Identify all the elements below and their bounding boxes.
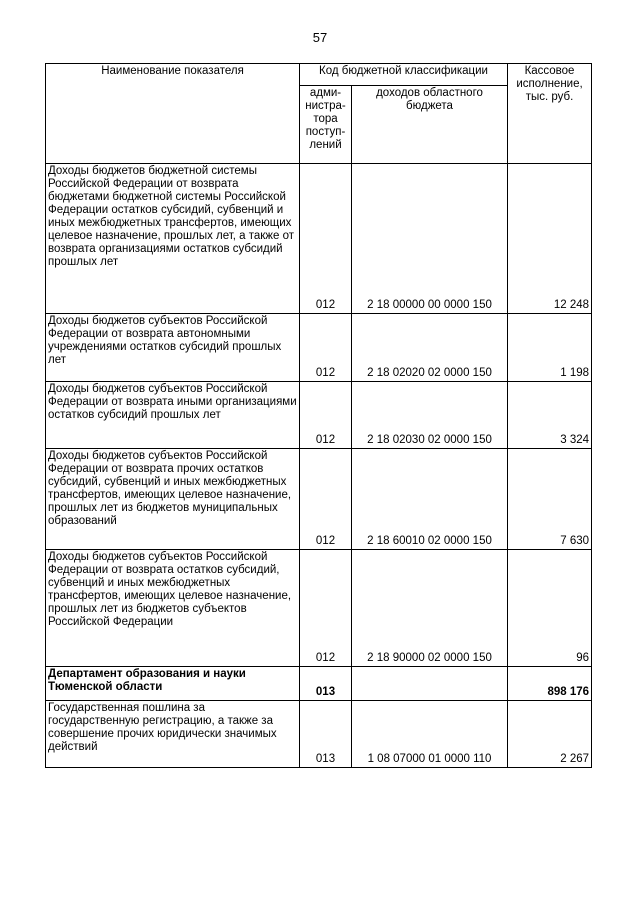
row-admin-code: 012 bbox=[300, 314, 352, 382]
row-amount: 1 198 bbox=[508, 314, 592, 382]
table-row bbox=[46, 701, 592, 768]
table-row bbox=[46, 550, 592, 667]
table-row bbox=[46, 449, 592, 550]
row-amount: 3 324 bbox=[508, 382, 592, 449]
table-row-department bbox=[46, 667, 592, 701]
row-amount: 96 bbox=[508, 550, 592, 667]
row-admin-code: 013 bbox=[300, 667, 352, 701]
header-amount-column: Кассовое исполнение, тыс. руб. bbox=[508, 64, 592, 164]
row-income-code: 2 18 90000 02 0000 150 bbox=[352, 550, 508, 667]
row-name: Доходы бюджетов субъектов Российской Федерации от возврата прочих остатков субсидий, субвенций и иных межбюджетных трансфертов, имеющих целевое назначение, прошлых лет из бюджетов муниципальных образований bbox=[46, 449, 300, 550]
row-income-code: 2 18 60010 02 0000 150 bbox=[352, 449, 508, 550]
row-name: Доходы бюджетов субъектов Российской Федерации от возврата автономными учреждениями остатков субсидий прошлых лет bbox=[46, 314, 300, 382]
header-name-column: Наименование показателя bbox=[46, 64, 300, 164]
row-amount: 7 630 bbox=[508, 449, 592, 550]
row-admin-code: 013 bbox=[300, 701, 352, 768]
header-admin-column: адми-нистра-тора поступ-лений bbox=[300, 86, 352, 164]
table-row bbox=[46, 382, 592, 449]
header-income-column: доходов областного бюджета bbox=[352, 86, 508, 164]
row-amount: 898 176 bbox=[508, 667, 592, 701]
row-name: Государственная пошлина за государственную регистрацию, а также за совершение прочих юридически значимых действий bbox=[46, 701, 300, 768]
row-admin-code: 012 bbox=[300, 164, 352, 314]
header-row-1 bbox=[46, 64, 592, 86]
row-admin-code: 012 bbox=[300, 449, 352, 550]
row-amount: 2 267 bbox=[508, 701, 592, 768]
budget-table bbox=[45, 63, 592, 768]
row-name: Доходы бюджетов субъектов Российской Федерации от возврата остатков субсидий, субвенций и иных межбюджетных трансфертов, имеющих целевое назначение, прошлых лет из бюджетов субъектов Российской Федерации bbox=[46, 550, 300, 667]
table-row bbox=[46, 164, 592, 314]
row-admin-code: 012 bbox=[300, 550, 352, 667]
row-name: Департамент образования и науки Тюменской области bbox=[46, 667, 300, 701]
row-income-code: 2 18 00000 00 0000 150 bbox=[352, 164, 508, 314]
row-income-code: 2 18 02030 02 0000 150 bbox=[352, 382, 508, 449]
row-admin-code: 012 bbox=[300, 382, 352, 449]
table-row bbox=[46, 314, 592, 382]
row-amount: 12 248 bbox=[508, 164, 592, 314]
row-name: Доходы бюджетов бюджетной системы Российской Федерации от возврата бюджетами бюджетной системы Российской Федерации остатков субсидий, субвенций и иных межбюджетных трансфертов, имеющих целевое назначение, прошлых лет, а также от возврата организациями остатков субсидий прошлых лет bbox=[46, 164, 300, 314]
header-code-group: Код бюджетной классификации bbox=[300, 64, 508, 86]
row-income-code: 2 18 02020 02 0000 150 bbox=[352, 314, 508, 382]
row-income-code: 1 08 07000 01 0000 110 bbox=[352, 701, 508, 768]
page-number: 57 bbox=[312, 30, 328, 45]
row-income-code bbox=[352, 667, 508, 701]
row-name: Доходы бюджетов субъектов Российской Федерации от возврата иными организациями остатков субсидий прошлых лет bbox=[46, 382, 300, 449]
